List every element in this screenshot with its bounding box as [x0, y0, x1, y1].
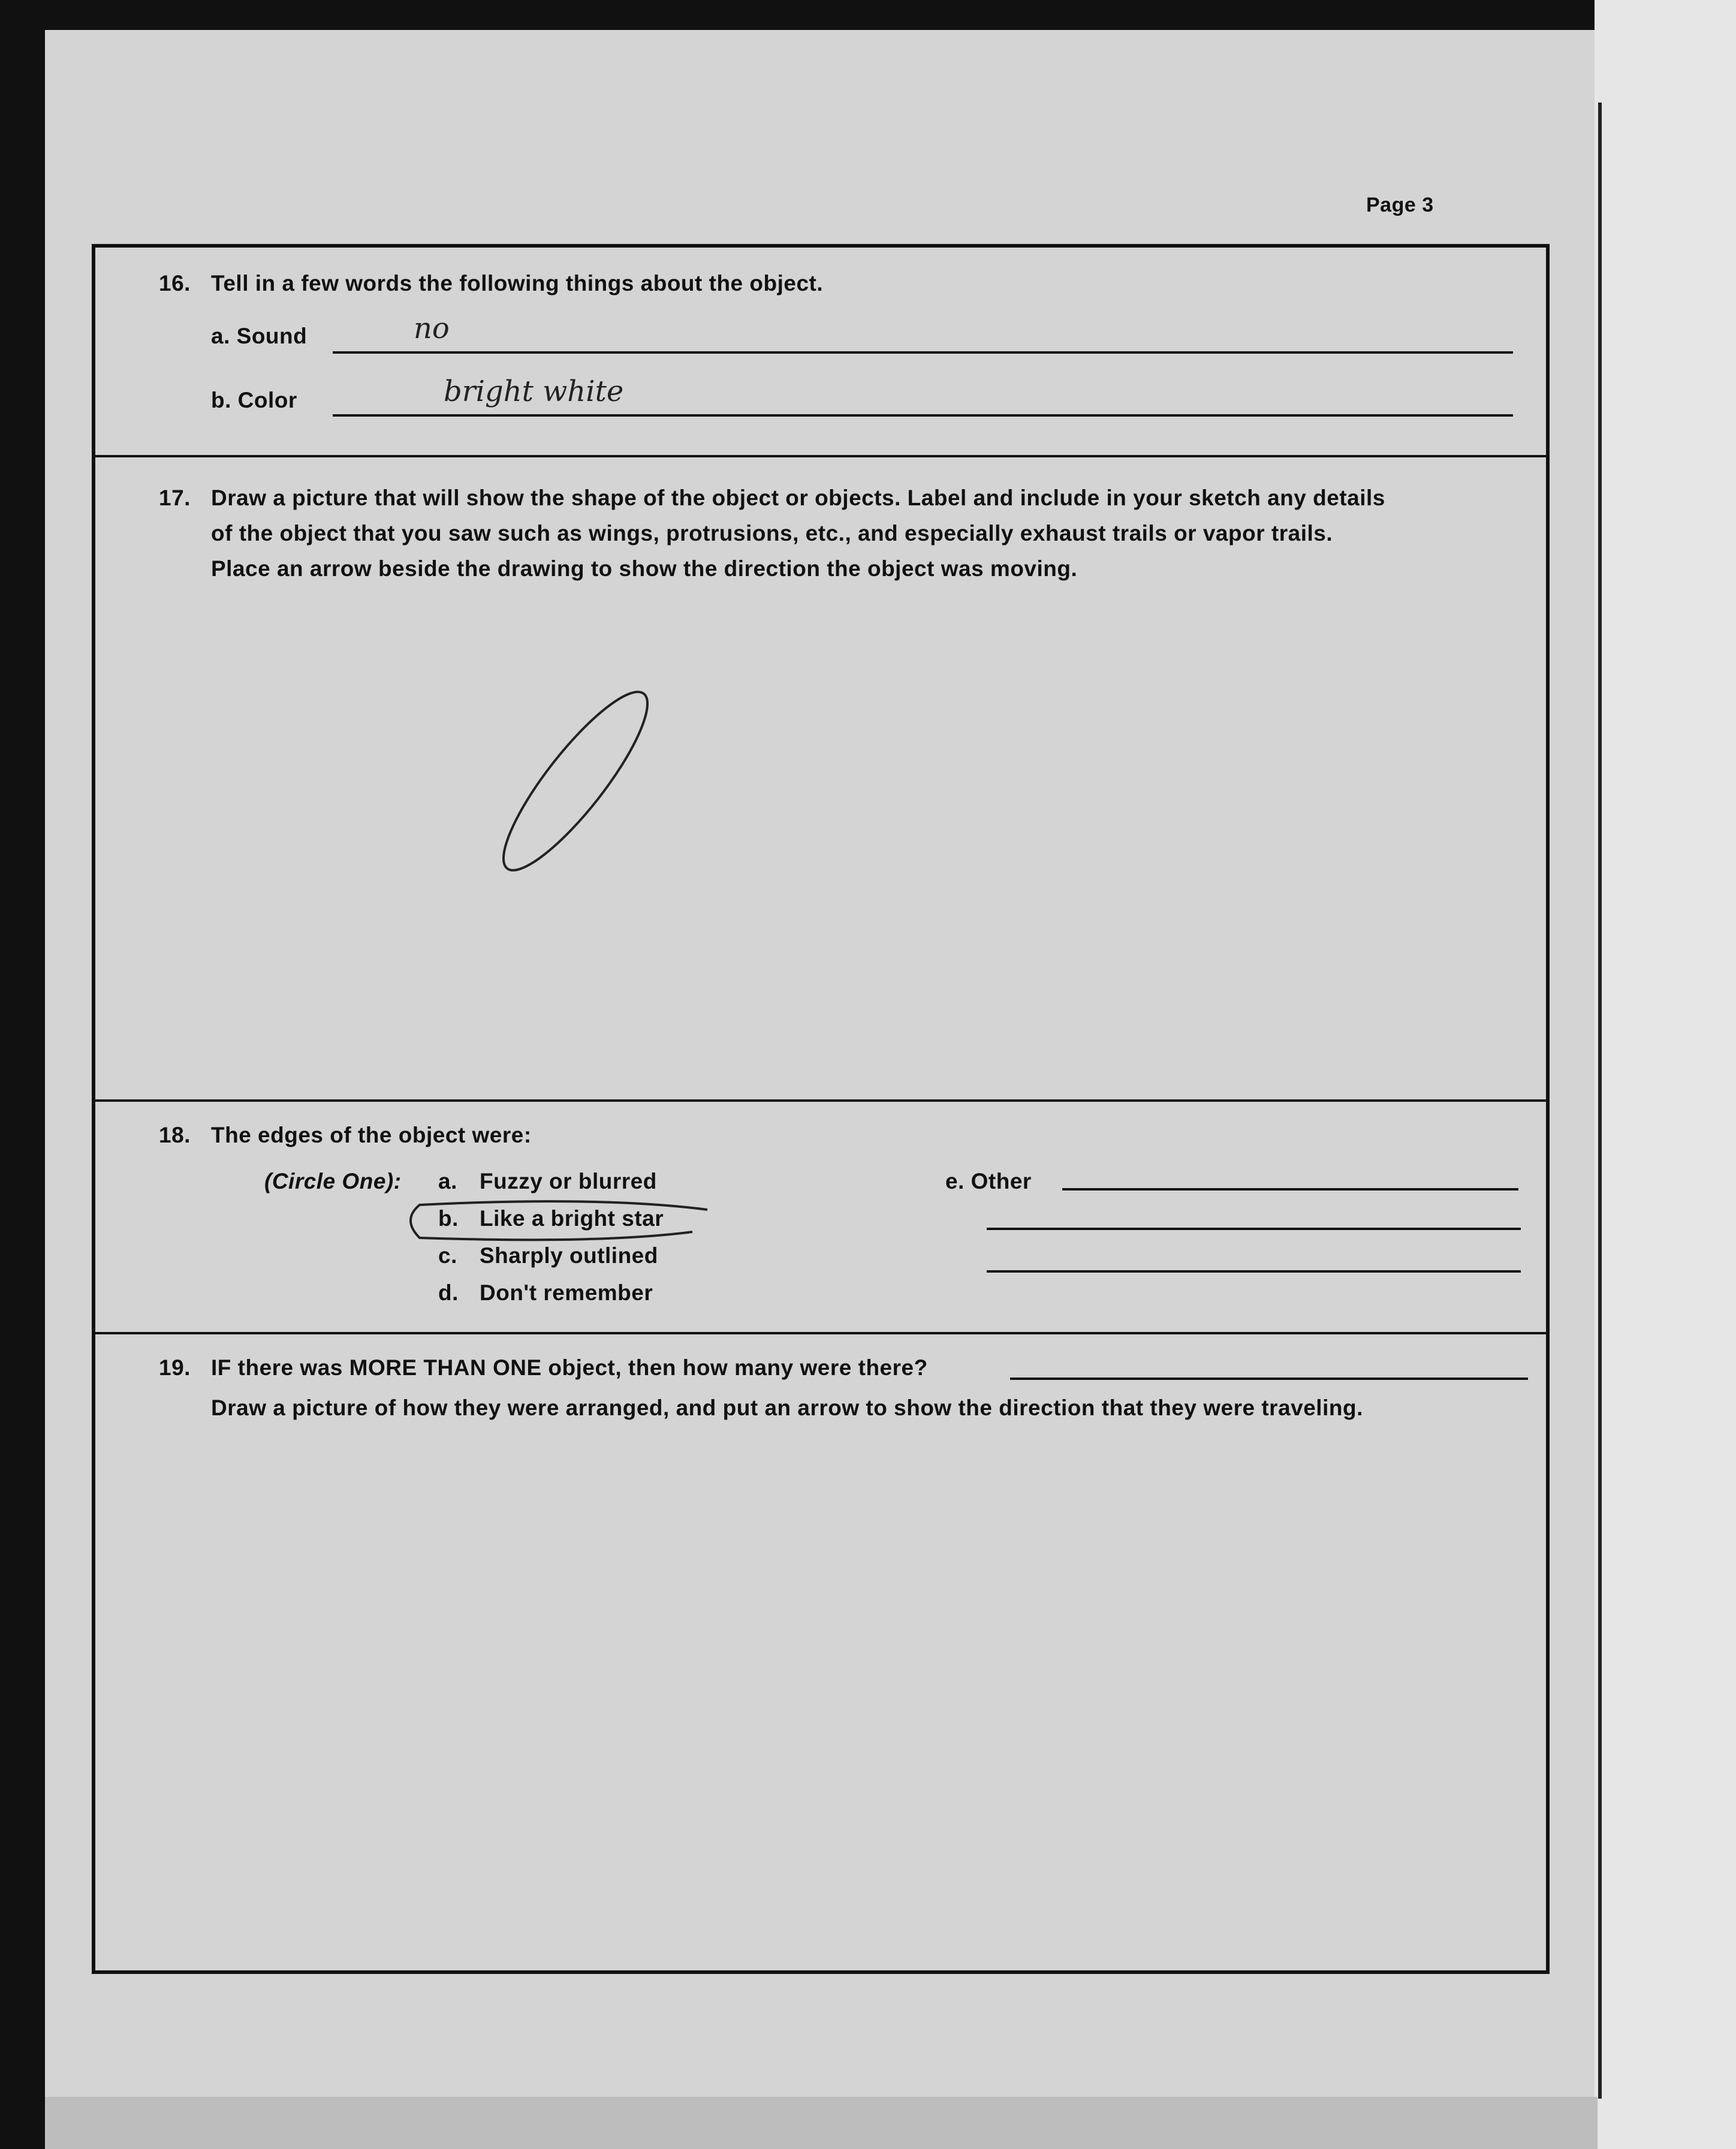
- object-sketch-ellipse: [484, 676, 666, 887]
- q17-line-2: of the object that you saw such as wings, protrusions, etc., and especially exhaust trails or vapor trails.: [211, 521, 1333, 545]
- other-label: e. Other: [945, 1169, 1032, 1193]
- option-a-letter: a.: [438, 1169, 457, 1193]
- option-c[interactable]: Sharply outlined: [480, 1243, 658, 1268]
- option-b-letter: b.: [438, 1206, 459, 1231]
- color-answer[interactable]: bright white: [444, 375, 624, 408]
- q18-prompt: The edges of the object were:: [211, 1123, 532, 1147]
- sound-answer[interactable]: no: [414, 312, 450, 345]
- q16-prompt: Tell in a few words the following things about the object.: [211, 271, 824, 296]
- option-d[interactable]: Don't remember: [480, 1280, 653, 1305]
- option-c-letter: c.: [438, 1243, 457, 1268]
- q17-line-3: Place an arrow beside the drawing to show the direction the object was moving.: [211, 556, 1078, 581]
- color-label: b. Color: [211, 388, 297, 412]
- q17-number: 17.: [159, 486, 191, 510]
- other-line-1[interactable]: [1062, 1188, 1518, 1190]
- option-a[interactable]: Fuzzy or blurred: [480, 1169, 657, 1193]
- count-answer-line[interactable]: [1010, 1378, 1528, 1380]
- other-line-2[interactable]: [987, 1228, 1521, 1230]
- q19-line-1: IF there was MORE THAN ONE object, then how many were there?: [211, 1355, 928, 1380]
- page-number: Page 3: [1366, 194, 1434, 216]
- option-b-selected[interactable]: Like a bright star: [480, 1206, 664, 1231]
- sound-label: a. Sound: [211, 324, 308, 348]
- other-line-3[interactable]: [987, 1270, 1521, 1273]
- option-d-letter: d.: [438, 1280, 459, 1305]
- q17-line-1: Draw a picture that will show the shape of the object or objects. Label and include in your sketch any details: [211, 486, 1385, 510]
- circle-one-label: (Circle One):: [264, 1169, 402, 1193]
- q19-line-2: Draw a picture of how they were arranged, and put an arrow to show the direction that they were traveling.: [211, 1396, 1363, 1420]
- q16-number: 16.: [159, 271, 191, 296]
- q19-number: 19.: [159, 1355, 191, 1380]
- q18-number: 18.: [159, 1123, 191, 1147]
